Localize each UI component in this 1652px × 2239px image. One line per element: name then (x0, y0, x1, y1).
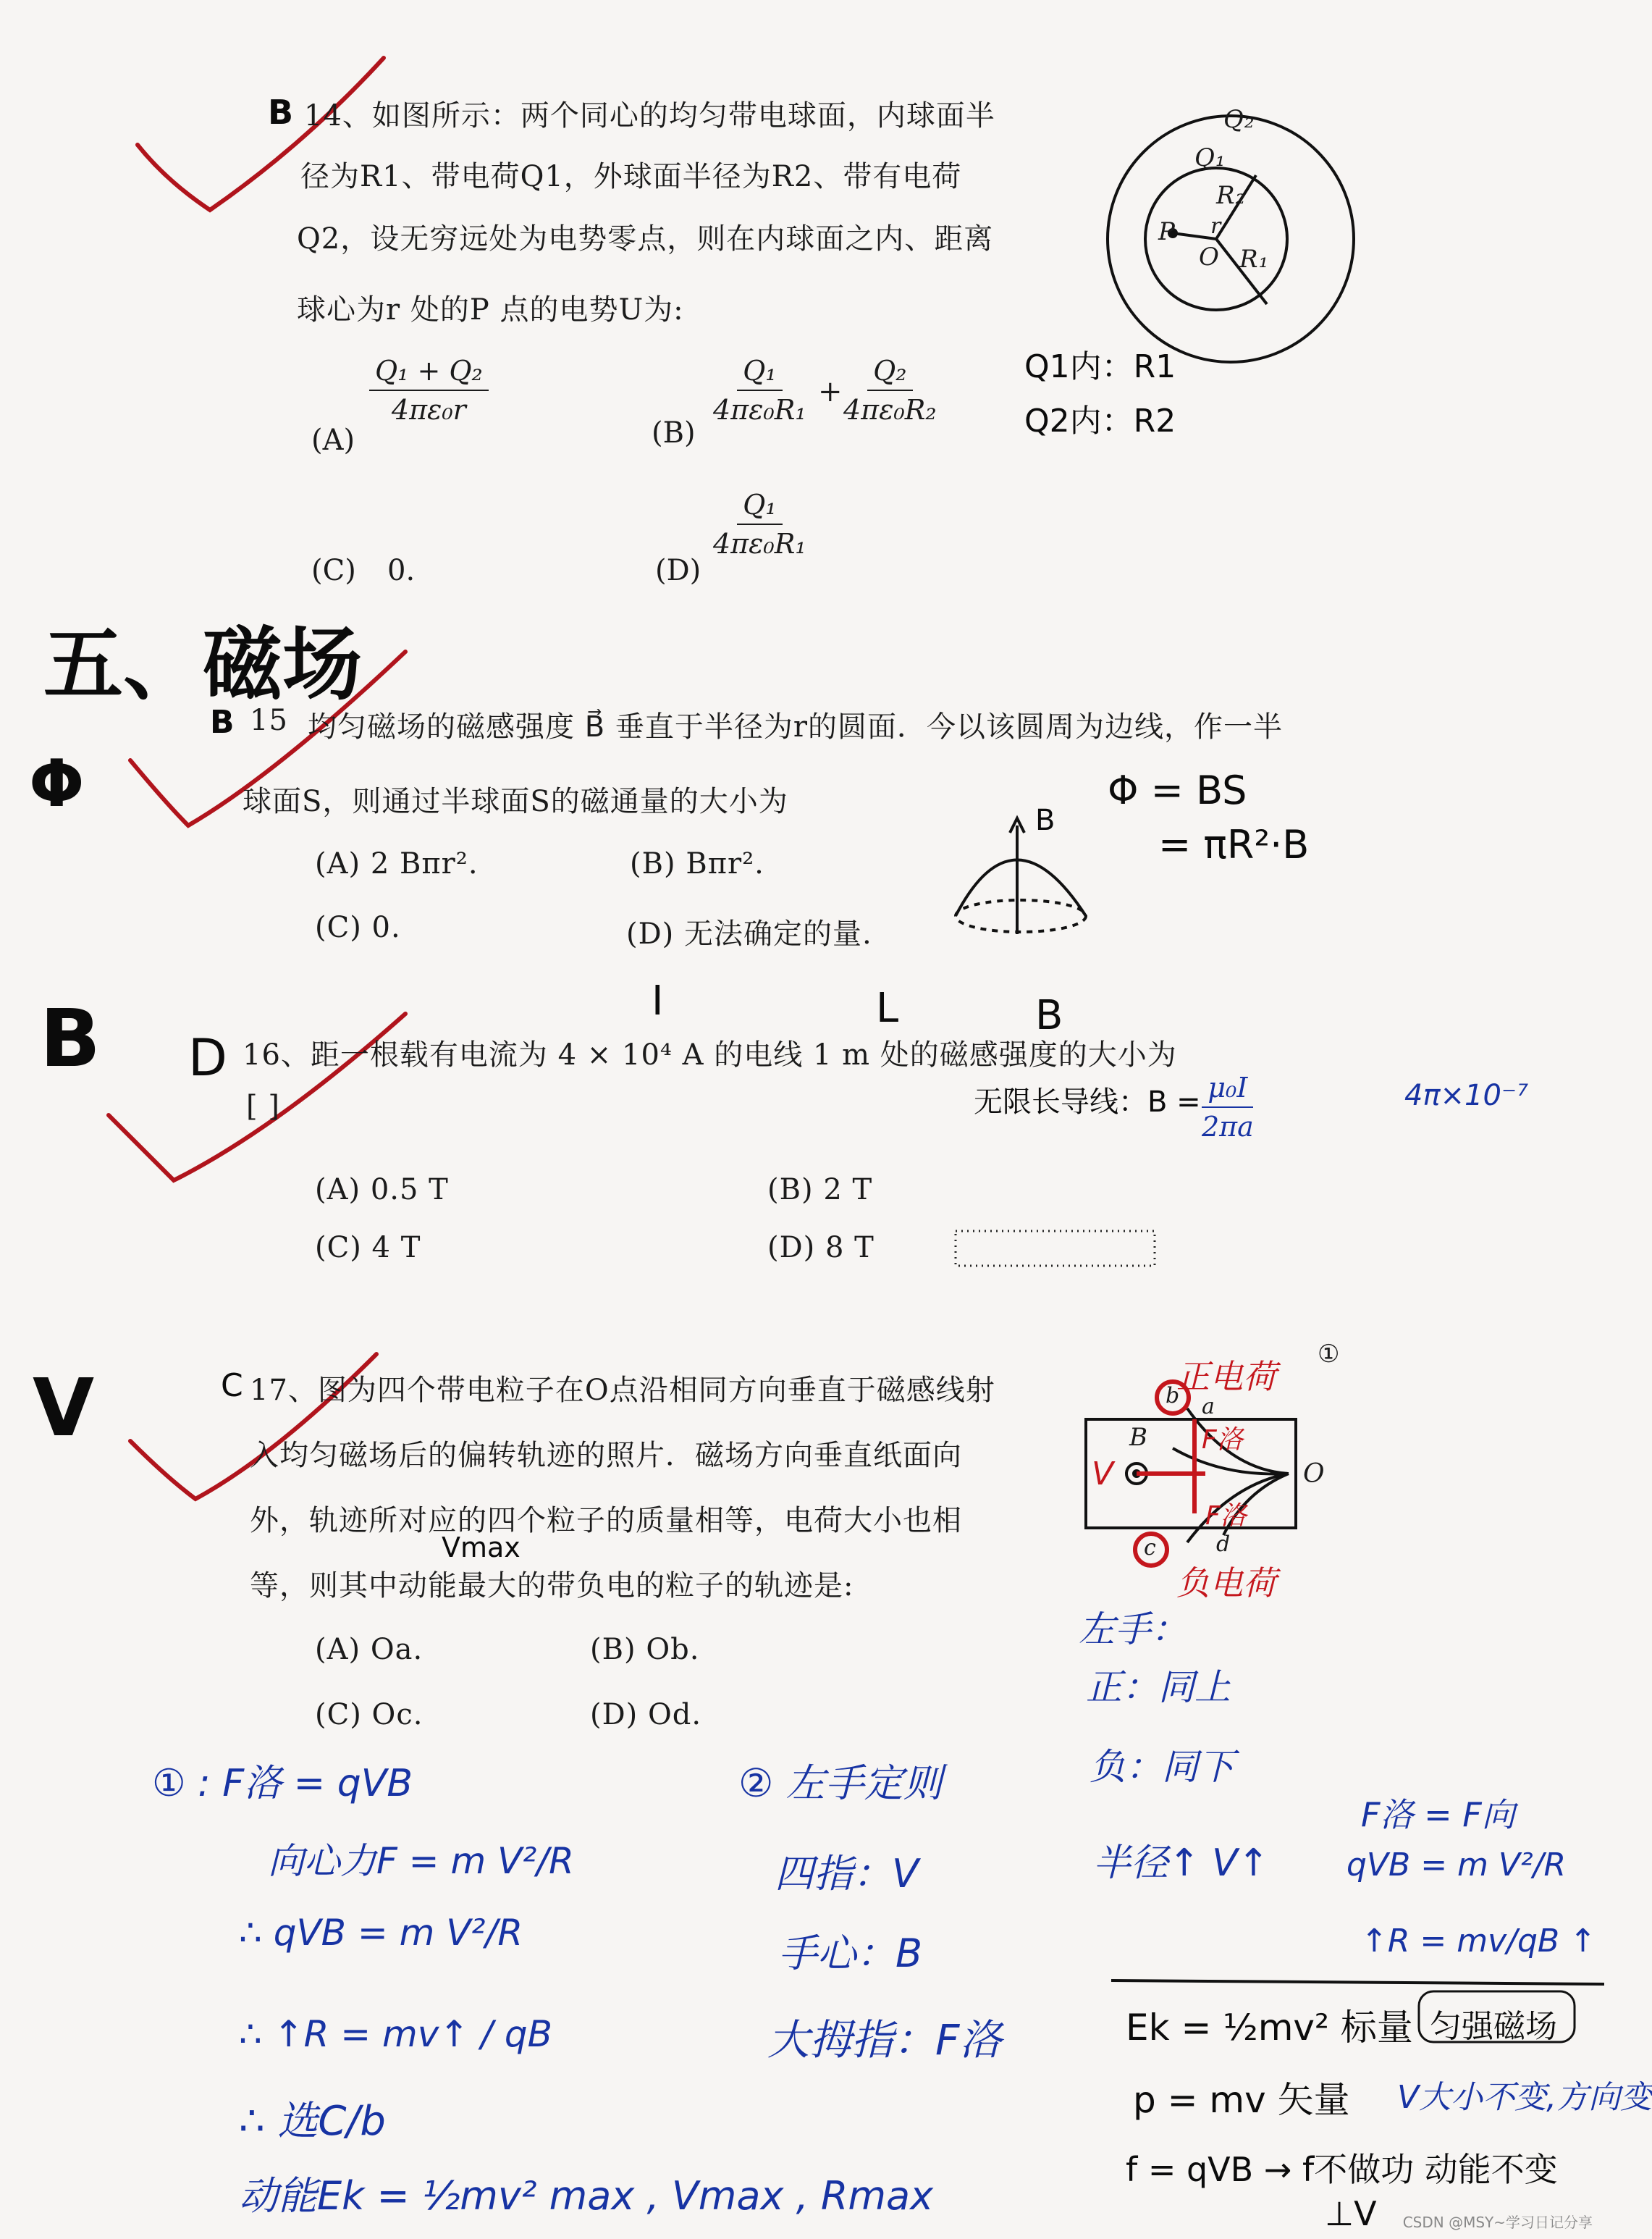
q16-optA: (A) 0.5 T (315, 1173, 449, 1206)
q14-note2: Q2内：R2 (1024, 403, 1176, 440)
note-mid3: 手心：B (778, 1931, 923, 1976)
q16-optD: (D) 8 T (767, 1231, 875, 1264)
q17-fig-F-top: F洛 (1202, 1425, 1243, 1455)
q16-note-wire: 无限长导线：B = (974, 1085, 1201, 1119)
fig-Q1-label: Q₁ (1194, 143, 1226, 172)
q17-optB: (B) Ob. (590, 1633, 700, 1666)
note-mid2: 四指：V (775, 1851, 919, 1896)
note-right1: 左手： (1079, 1608, 1187, 1650)
q16-over-L: L (876, 985, 899, 1032)
note-box3: f = qVB → f不做功 动能不变 (1126, 2150, 1558, 2189)
q17-vmax: Vmax (442, 1532, 521, 1563)
note-left6: 动能Ek = ½mv² max , Vmax , Rmax (239, 2173, 934, 2219)
q17-line3: 外，轨迹所对应的四个粒子的质量相等，电荷大小也相 (250, 1504, 962, 1537)
dotted-box (956, 1231, 1155, 1266)
q16-big-B: B (40, 992, 101, 1085)
fig-P-label: P (1158, 217, 1176, 246)
q17-fig-a: a (1202, 1394, 1215, 1419)
q15-optB: (B) Bπr². (630, 847, 764, 881)
q17-circle1: ① (1318, 1340, 1341, 1369)
q14-line3: Q2，设无穷远处为电势零点，则在内球面之内、距离 (297, 222, 994, 256)
frac-den: 4πε₀R₂ (843, 394, 937, 426)
q14-optD-label: (D) (655, 554, 701, 587)
q17-red-positive: 正电荷 (1176, 1357, 1276, 1396)
frac-den: 2πa (1202, 1111, 1254, 1143)
q17-fig-b: b (1166, 1383, 1181, 1408)
q15-line1: 均匀磁场的磁感强度 B⃗ 垂直于半径为r的圆面．今以该圆周为边线，作一半 (308, 710, 1283, 744)
note-left5: ∴ 选C/b (239, 2098, 386, 2145)
q14-line2: 径为R1、带电荷Q1，外球面半径为R2、带有电荷 (300, 160, 962, 193)
q17-fig-d: d (1216, 1532, 1231, 1557)
q15-note-phi2: = πR²·B (1158, 822, 1310, 868)
fig-Q2-label: Q₂ (1223, 105, 1255, 134)
q17-fig-c: c (1144, 1535, 1157, 1560)
q15-optC: (C) 0. (315, 911, 401, 944)
q16-note-fraction (1202, 1072, 1254, 1143)
divider-line (1111, 1980, 1604, 1984)
frac-num: μ₀I (1202, 1072, 1253, 1108)
fig-O-label: O (1199, 243, 1220, 272)
section5-title: 五、磁场 (43, 618, 362, 711)
note-box2: p = mv 矢量 (1133, 2079, 1350, 2121)
q14-line4: 球心为r 处的P 点的电势U为: (297, 293, 684, 327)
q17-mark: C (221, 1367, 243, 1404)
note-mid1: ② 左手定则 (738, 1760, 943, 1806)
note-mid4: 大拇指：F洛 (767, 2015, 1002, 2064)
q16-note-mu: 4π×10⁻⁷ (1404, 1079, 1529, 1112)
q15-number: 15 (250, 704, 288, 737)
q15-note-phi: Φ = BS (1108, 768, 1247, 813)
q17-fig-B: B (1129, 1423, 1148, 1452)
q14-optB-label: (B) (652, 416, 696, 450)
q14-note1: Q1内：R1 (1024, 348, 1176, 385)
note-left2: 向心力F = m V²/R (268, 1840, 574, 1882)
q15-mark: B (210, 704, 235, 741)
note-right4: 半径↑ V↑ (1093, 1841, 1270, 1885)
q17-big-V: V (33, 1361, 95, 1454)
q17-fig-O: O (1303, 1459, 1326, 1489)
note-left3: ∴ qVB = m V²/R (239, 1912, 523, 1954)
q14-figure (1108, 116, 1354, 362)
frac-num: Q₂ (867, 355, 912, 391)
frac-num: Q₁ (737, 489, 782, 525)
fig-R1-label: R₁ (1239, 245, 1270, 274)
q16-over-B: B (1035, 992, 1063, 1039)
q15-optA: (A) 2 Bπr². (315, 847, 479, 881)
q14-optC-value: 0. (387, 554, 416, 587)
note-right6: qVB = m V²/R (1347, 1847, 1567, 1883)
q14-optA-fraction (369, 355, 489, 426)
q17-red-negative: 负电荷 (1176, 1563, 1276, 1602)
q14-optB-plus: + (818, 375, 843, 408)
note-right3: 负：同下 (1090, 1746, 1234, 1788)
q17-line4: 等，则其中动能最大的带负电的粒子的轨迹是: (250, 1569, 854, 1602)
q17-line1: 17、图为四个带电粒子在O点沿相同方向垂直于磁感线射 (250, 1374, 995, 1407)
q15-optD: (D) 无法确定的量. (626, 917, 872, 951)
q14-optC-label: (C) (311, 554, 356, 587)
q15-fig-B-label: B (1035, 804, 1055, 837)
q14-optB-fraction1 (713, 355, 806, 426)
q17-line2: 入均匀磁场后的偏转轨迹的照片．磁场方向垂直纸面向 (250, 1439, 962, 1472)
q14-mark: B (268, 93, 294, 132)
note-right2: 正：同上 (1086, 1666, 1231, 1708)
q17-fig-V: V (1092, 1455, 1114, 1492)
q15-hemisphere-figure (956, 818, 1086, 934)
q16-mark: D (188, 1028, 227, 1088)
fig-R2-label: R₂ (1216, 181, 1247, 210)
q16-over-I: I (652, 978, 664, 1025)
frac-den: 4πε₀R₁ (713, 394, 806, 426)
frac-den: 4πε₀r (391, 394, 466, 426)
frac-den: 4πε₀R₁ (713, 528, 806, 560)
q17-fig-F-bottom: F洛 (1205, 1501, 1247, 1531)
q16-line1: 16、距一根载有电流为 4 × 10⁴ A 的电线 1 m 处的磁感强度的大小为 (243, 1038, 1177, 1072)
q14-line1: 14、如图所示：两个同心的均匀带电球面，内球面半 (304, 99, 995, 133)
q14-optA-label: (A) (311, 424, 355, 457)
note-left4: ∴ ↑R = mv↑ / qB (239, 2013, 552, 2055)
q15-line2: 球面S，则通过半球面S的磁通量的大小为 (243, 785, 788, 818)
note-box1: Ek = ½mv² 标量 (1126, 2007, 1413, 2049)
watermark: CSDN @MSY~学习日记分享 (1402, 2214, 1593, 2231)
note-right7: ↑R = mv/qB ↑ (1361, 1923, 1596, 1959)
q17-optD: (D) Od. (590, 1698, 702, 1731)
note-right5: F洛 = F向 (1361, 1795, 1515, 1834)
q16-line2: [ ] (246, 1090, 280, 1123)
q15-phi-mark: Φ (29, 746, 85, 822)
q17-optA: (A) Oa. (315, 1633, 423, 1666)
note-box1b: 匀强磁场 (1430, 2008, 1557, 2045)
frac-num: Q₁ (737, 355, 782, 391)
q16-optB: (B) 2 T (767, 1173, 873, 1206)
note-left1: ① : F洛 = qVB (152, 1762, 413, 1805)
fig-r-label: r (1210, 214, 1222, 239)
q16-optC: (C) 4 T (315, 1231, 421, 1264)
q17-optC: (C) Oc. (315, 1698, 423, 1731)
note-box4: ⊥V (1325, 2194, 1377, 2233)
q14-optD-fraction (713, 489, 806, 560)
note-box2b: V大小不变,方向变 (1397, 2079, 1652, 2116)
frac-num: Q₁ + Q₂ (369, 355, 489, 391)
q14-optB-fraction2 (843, 355, 937, 426)
